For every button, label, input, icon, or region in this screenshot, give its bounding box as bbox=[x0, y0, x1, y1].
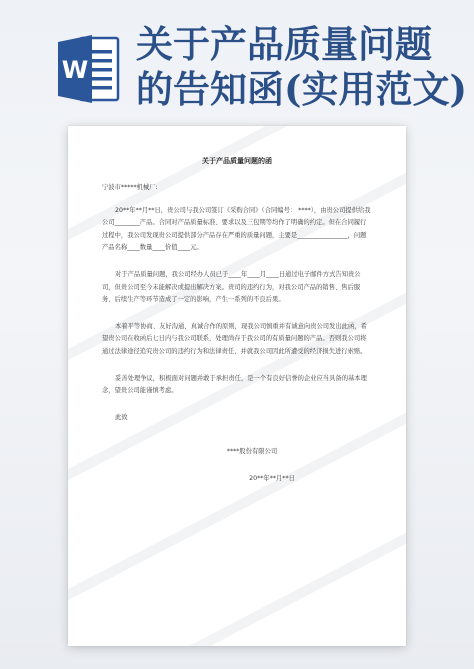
salutation: 宁波市*****机械厂: bbox=[102, 184, 158, 191]
closing-text: 此致 bbox=[115, 413, 128, 421]
page-title bbox=[136, 22, 466, 112]
paragraph-4: 妥善处理争议，积极面对问题并敢于承担责任，是一个有良好信誉的企业应当具备的基本理念，望贵公司能谨慎考虑。 bbox=[102, 374, 367, 395]
page-header bbox=[0, 0, 474, 120]
word-icon-letter: W bbox=[61, 56, 89, 84]
page-title-line-1: 关于产品质量问题 bbox=[136, 22, 432, 66]
paragraph-3: 本着平等协商、友好沟通、真诚合作的原则，现我公司慎重并有诚意向贵公司发出此函，希望贵公司在收函后七日内与我公司联系，处理尚存于我公司的有质量问题的产品。否则我公司将通过法律途径追究贵公司的违约行为和法律责任，并就我公司因此所遭受的经济损失进行索赔。 bbox=[102, 322, 367, 355]
document-body bbox=[68, 126, 406, 482]
paragraph-1: 20**年**月**日，贵公司与我公司签订《采购合同》（合同编号： ****），由贵公司提供给我公司________产品。合同对产品质量标准、要求以及三包期等均作了明确的约定。但在合同履行过程中，我公司发现贵公司提供部分产品存在严重的质量问题，主要是________________，问题产品名称____数量____价值____元。 bbox=[102, 206, 371, 252]
word-document-icon bbox=[56, 32, 120, 106]
page-title-line-2: 的告知函(实用范文) bbox=[136, 67, 468, 111]
signature-date: 20**年**月**日 bbox=[249, 475, 295, 483]
document-page bbox=[68, 126, 406, 646]
document-title: 关于产品质量问题的函 bbox=[202, 157, 272, 165]
signature-company: ****股份有限公司 bbox=[226, 448, 278, 456]
paragraph-2: 对于产品质量问题，我公司经办人员已于____年____月____日通过电子邮件方式告知贵公司，但贵公司至今未能解决或提出解决方案。贵司的违约行为，对我公司产品的销售、售后服务、后续生产等环节造成了一定的影响，产生一系列的不良后果。 bbox=[102, 270, 361, 304]
